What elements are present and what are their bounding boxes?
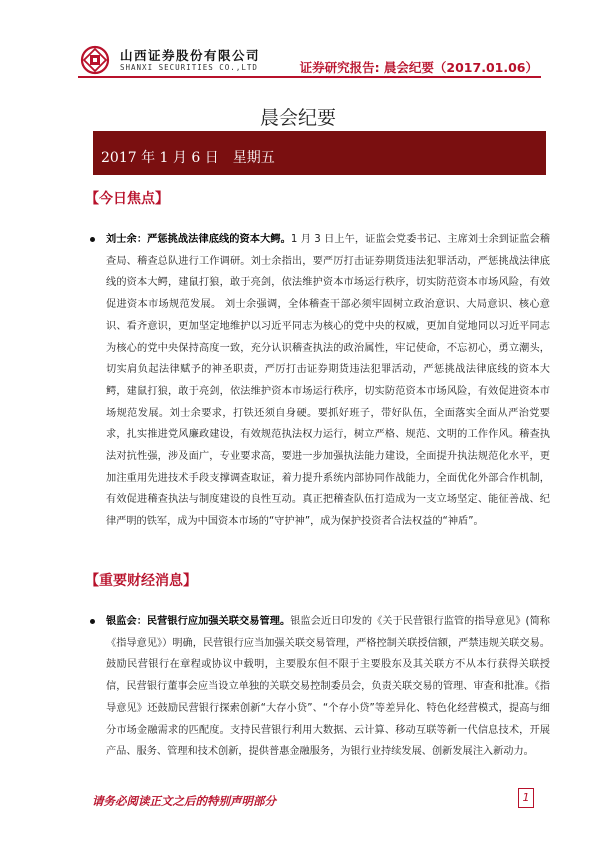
header-divider bbox=[78, 76, 541, 78]
news-body: 1 月 3 日上午，证监会党委书记、主席刘士余到证监会稽查局、稽查总队进行工作调研。刘士余指出，要严厉打击证券期货违法犯罪活动，严惩挑战法律底线的资本大鳄，建鼠打狼，敢于亮剑，依法维护资本市场运行秩序，切实防范资本市场风险，有效促进资本市场规范发展。 刘士余强调，全体稽查干部必须牢固树立政治意识、大局意识、核心意识、看齐意识，更加坚定地维护以习近平同志为核心的党中央的权威，更加自觉地同以习近平同志为核心的党中央保持高度一致，充分认识稽查执法的政治属性，牢记使命，不忘初心，勇立潮头，切实肩负起法律赋予的神圣职责，严厉打击证券期货违法犯罪活动，严惩挑战法律底线的资本大鳄，建鼠打狼，敢于亮剑，依法维护资本市场运行秩序，切实防范资本市场风险，有效促进资本市场规范发展。刘士余要求，打铁还须自身硬。要抓好班子，带好队伍，全面落实全面从严治党要求，扎实推进党风廉政建设，有效规范执法权力运行，树立严格、规范、文明的工作作风。稽查执法对抗性强，涉及面广，专业要求高，要进一步加强执法能力建设，全面提升执法规范化水平，更加注重用先进技术手段支撑调查取证，着力提升系统内部协同作战能力，全面优化外部合作机制，有效促进稽查执法与制度建设的良性互动。真正把稽查队伍打造成为一支立场坚定、能征善战、纪律严明的铁军，成为中国资本市场的“守护神”，成为保护投资者合法权益的“神盾”。 bbox=[106, 234, 550, 528]
company-name-cn: 山西证券股份有限公司 bbox=[120, 48, 261, 63]
date-banner bbox=[93, 131, 546, 175]
page-header bbox=[0, 0, 596, 80]
news-paragraph bbox=[106, 611, 550, 763]
shanxi-securities-logo-icon bbox=[80, 45, 110, 75]
section-heading-focus: 【今日焦点】 bbox=[85, 191, 169, 207]
page-title: 晨会纪要 bbox=[259, 107, 336, 129]
date-text: 2017 年 1 月 6 日 星期五 bbox=[101, 150, 275, 166]
news-item bbox=[90, 611, 550, 763]
bullet-icon bbox=[90, 619, 95, 624]
section-heading-finance-news: 【重要财经消息】 bbox=[85, 573, 197, 589]
news-body: 银监会近日印发的《关于民营银行监管的指导意见》(简称《指导意见》）明确，民营银行应当加强关联交易管理，严格控制关联授信额，严禁违规关联交易。鼓励民营银行在章程或协议中载明，主要股东但不限于主要股东及其关联方不从本行获得关联授信，民营银行董事会应当设立单独的关联交易控制委员会，负责关联交易的管理、审查和批准。《指导意见》还鼓励民营银行探索创新“大存小贷”、“个存小贷”等差异化、特色化经营模式，提高与细分市场金融需求的匹配度。支持民营银行利用大数据、云计算、移动互联等新一代信息技术，开展产品、服务、管理和技术创新，提供普惠金融服务，为银行业持续发展、创新发展注入新动力。 bbox=[106, 616, 550, 758]
news-lead: 刘士余：严惩挑战法律底线的资本大鳄。 bbox=[106, 234, 291, 245]
company-name-en: SHANXI SECURITIES CO.,LTD bbox=[120, 63, 258, 72]
news-lead: 银监会：民营银行应加强关联交易管理。 bbox=[106, 616, 291, 627]
page-number: 1 bbox=[518, 788, 534, 808]
disclaimer-note: 请务必阅读正文之后的特别声明部分 bbox=[92, 794, 276, 808]
bullet-icon bbox=[90, 237, 95, 242]
news-paragraph bbox=[106, 229, 550, 533]
news-item bbox=[90, 229, 550, 533]
report-tag: 证券研究报告: 晨会纪要（2017.01.06） bbox=[299, 60, 538, 75]
